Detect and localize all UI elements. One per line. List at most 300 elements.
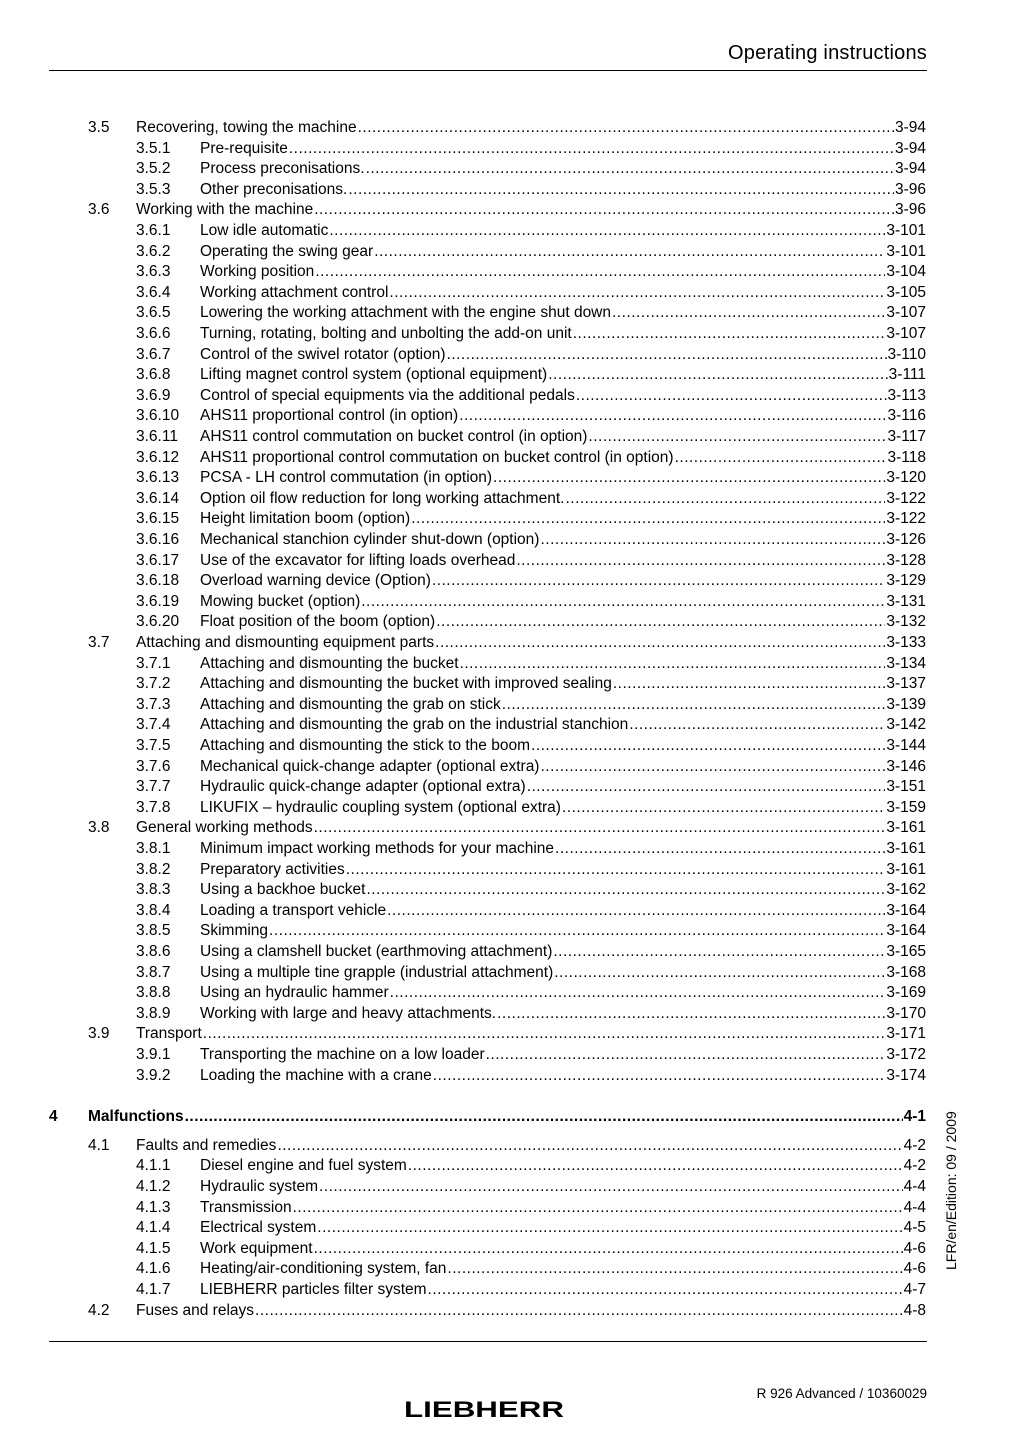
toc-entry-page: 4-7 xyxy=(903,1281,926,1298)
toc-entry[interactable] xyxy=(0,406,1024,426)
toc-dot-leader xyxy=(374,242,885,262)
toc-entry-line xyxy=(200,1177,926,1197)
toc-dot-leader xyxy=(447,345,887,365)
toc-entry-title: Mowing bucket (option) xyxy=(200,593,361,610)
toc-dot-leader xyxy=(277,1136,902,1156)
toc-entry-number: 3.6.7 xyxy=(136,346,171,363)
toc-dot-leader xyxy=(527,777,886,797)
toc-entry-title: Lowering the working attachment with the engine shut down xyxy=(200,304,611,321)
toc-entry-title: LIEBHERR particles filter system xyxy=(200,1281,427,1298)
toc-dot-leader xyxy=(629,715,885,735)
toc-entry-number: 3.9.1 xyxy=(136,1046,171,1063)
toc-entry-page: 3-134 xyxy=(886,655,926,672)
toc-entry-line xyxy=(200,695,926,715)
toc-entry-page: 3-116 xyxy=(887,407,926,424)
toc-entry-number: 4.1 xyxy=(88,1137,110,1154)
toc-entry-page: 3-172 xyxy=(886,1046,926,1063)
toc-entry-line xyxy=(136,633,926,653)
toc-entry-number: 3.8.9 xyxy=(136,1005,171,1022)
toc-dot-leader xyxy=(433,1066,886,1086)
toc-entry-title: Skimming xyxy=(200,922,269,939)
toc-entry-title: Using a multiple tine grapple (industrial attachment) xyxy=(200,964,554,981)
toc-entry[interactable] xyxy=(0,427,1024,447)
liebherr-logo xyxy=(404,1398,564,1420)
toc-dot-leader xyxy=(389,283,885,303)
toc-entry-line xyxy=(200,159,926,179)
toc-entry-line xyxy=(200,221,926,241)
toc-entry-title: Control of special equipments via the additional pedals xyxy=(200,387,575,404)
toc-entry-page: 3-162 xyxy=(886,881,926,898)
toc-entry[interactable] xyxy=(0,818,1024,838)
toc-entry-line xyxy=(136,200,926,220)
toc-entry-number: 3.6.17 xyxy=(136,552,180,569)
toc-dot-leader xyxy=(460,654,886,674)
toc-entry-number: 3.6.18 xyxy=(136,572,180,589)
toc-entry-page: 3-159 xyxy=(886,799,926,816)
toc-entry[interactable] xyxy=(0,448,1024,468)
toc-entry-number: 3.7.6 xyxy=(136,758,171,775)
toc-entry[interactable] xyxy=(0,1045,1024,1065)
toc-entry-number: 3.8.7 xyxy=(136,964,171,981)
toc-entry[interactable] xyxy=(0,1259,1024,1279)
toc-entry-page: 3-105 xyxy=(886,284,926,301)
toc-entry[interactable] xyxy=(0,1198,1024,1218)
toc-entry[interactable] xyxy=(0,1280,1024,1300)
toc-dot-leader xyxy=(562,798,885,818)
toc-dot-leader xyxy=(428,1280,903,1300)
toc-entry[interactable] xyxy=(0,1156,1024,1176)
toc-entry-title: Faults and remedies xyxy=(136,1137,277,1154)
toc-entry-page: 3-151 xyxy=(886,778,926,795)
toc-dot-leader xyxy=(185,1107,903,1127)
toc-entry[interactable] xyxy=(0,365,1024,385)
toc-entry[interactable] xyxy=(0,736,1024,756)
toc-entry-line xyxy=(200,901,926,921)
toc-entry-page: 4-5 xyxy=(903,1219,926,1236)
toc-entry-line xyxy=(200,324,926,344)
toc-dot-leader xyxy=(531,736,885,756)
toc-entry[interactable] xyxy=(0,262,1024,282)
toc-entry-title: Mechanical stanchion cylinder shut-down (option) xyxy=(200,531,540,548)
toc-entry-title: Attaching and dismounting the bucket with improved sealing xyxy=(200,675,612,692)
toc-entry-title: Attaching and dismounting the bucket xyxy=(200,655,459,672)
toc-entry-line xyxy=(200,1280,926,1300)
toc-entry-title: Float position of the boom (option) xyxy=(200,613,436,630)
toc-entry-page: 3-139 xyxy=(886,696,926,713)
toc-entry-page: 3-168 xyxy=(886,964,926,981)
toc-dot-leader xyxy=(203,1024,886,1044)
toc-entry-number: 3.6.11 xyxy=(136,428,178,445)
toc-entry-page: 3-171 xyxy=(886,1025,926,1042)
toc-entry[interactable] xyxy=(0,983,1024,1003)
toc-entry[interactable] xyxy=(0,221,1024,241)
toc-entry[interactable] xyxy=(0,551,1024,571)
toc-entry-title: Lifting magnet control system (optional equipment) xyxy=(200,366,548,383)
toc-dot-leader xyxy=(516,551,885,571)
toc-entry-page: 3-137 xyxy=(886,675,926,692)
toc-entry-line xyxy=(200,1239,926,1259)
toc-entry-page: 3-94 xyxy=(894,140,926,157)
toc-entry[interactable] xyxy=(0,963,1024,983)
toc-entry-title: Hydraulic system xyxy=(200,1178,318,1195)
toc-entry[interactable] xyxy=(0,654,1024,674)
toc-entry-line xyxy=(200,448,926,468)
toc-entry-number: 3.6.13 xyxy=(136,469,180,486)
toc-entry-number: 3.9 xyxy=(88,1025,110,1042)
toc-entry-number: 4 xyxy=(49,1108,58,1125)
toc-dot-leader xyxy=(348,180,894,200)
header-rule xyxy=(49,70,927,71)
toc-entry-title: Control of the swivel rotator (option) xyxy=(200,346,446,363)
toc-entry[interactable] xyxy=(0,571,1024,591)
toc-entry[interactable] xyxy=(0,1136,1024,1156)
toc-entry-line xyxy=(200,860,926,880)
toc-entry-page: 3-107 xyxy=(886,304,926,321)
toc-entry[interactable] xyxy=(0,1024,1024,1044)
toc-entry-number: 3.8.1 xyxy=(136,840,171,857)
toc-entry-number: 3.6.16 xyxy=(136,531,180,548)
toc-entry-page: 3-170 xyxy=(886,1005,926,1022)
toc-entry-title: Other preconisations. xyxy=(200,181,348,198)
toc-entry-title: AHS11 control commutation on bucket control (in option) xyxy=(200,428,588,445)
toc-entry[interactable] xyxy=(0,345,1024,365)
footer-rule xyxy=(49,1341,927,1342)
toc-entry[interactable] xyxy=(0,324,1024,344)
toc-entry-page: 3-122 xyxy=(886,510,926,527)
toc-entry-number: 4.1.7 xyxy=(136,1281,171,1298)
toc-entry-title: AHS11 proportional control (in option) xyxy=(200,407,459,424)
toc-entry-line xyxy=(200,612,926,632)
toc-dot-leader xyxy=(411,509,885,529)
toc-entry-title: Transport xyxy=(136,1025,202,1042)
toc-entry-number: 4.2 xyxy=(88,1302,110,1319)
toc-entry-number: 3.6.8 xyxy=(136,366,171,383)
toc-entry-title: Attaching and dismounting the stick to the boom xyxy=(200,737,531,754)
toc-dot-leader xyxy=(432,571,885,591)
toc-dot-leader xyxy=(361,592,885,612)
toc-entry-number: 3.7.5 xyxy=(136,737,171,754)
toc-entry-title: Attaching and dismounting the grab on the industrial stanchion xyxy=(200,716,629,733)
toc-entry-number: 4.1.2 xyxy=(136,1178,171,1195)
toc-entry[interactable] xyxy=(0,695,1024,715)
toc-entry-page: 3-133 xyxy=(886,634,926,651)
toc-entry-page: 4-2 xyxy=(903,1137,926,1154)
toc-entry-line xyxy=(200,571,926,591)
toc-entry[interactable] xyxy=(0,921,1024,941)
toc-entry-number: 4.1.3 xyxy=(136,1199,171,1216)
toc-entry[interactable] xyxy=(0,118,1024,138)
toc-entry-number: 3.8.6 xyxy=(136,943,171,960)
toc-dot-leader xyxy=(447,1259,902,1279)
toc-entry-number: 3.6.2 xyxy=(136,243,171,260)
toc-entry[interactable] xyxy=(0,612,1024,632)
toc-entry-page: 3-128 xyxy=(886,552,926,569)
toc-dot-leader xyxy=(497,1004,885,1024)
toc-entry-title: Mechanical quick-change adapter (optional extra) xyxy=(200,758,540,775)
toc-entry-line xyxy=(200,1004,926,1024)
toc-dot-leader xyxy=(553,942,885,962)
toc-entry-title: Using a clamshell bucket (earthmoving attachment) xyxy=(200,943,553,960)
toc-dot-leader xyxy=(436,612,885,632)
toc-entry[interactable] xyxy=(0,489,1024,509)
toc-dot-leader xyxy=(358,118,894,138)
toc-dot-leader xyxy=(612,303,885,323)
toc-entry-line xyxy=(200,303,926,323)
toc-entry[interactable] xyxy=(0,1066,1024,1086)
toc-entry-line xyxy=(136,1301,926,1321)
toc-entry-page: 3-104 xyxy=(886,263,926,280)
toc-entry-line xyxy=(200,139,926,159)
toc-entry-number: 3.7.4 xyxy=(136,716,171,733)
toc-entry-page: 3-164 xyxy=(886,902,926,919)
toc-entry-title: PCSA - LH control commutation (in option) xyxy=(200,469,493,486)
toc-dot-leader xyxy=(540,530,885,550)
toc-entry-line xyxy=(88,1107,926,1127)
toc-dot-leader xyxy=(588,427,886,447)
toc-dot-leader xyxy=(366,880,885,900)
toc-entry-page: 3-96 xyxy=(894,181,926,198)
toc-entry-line xyxy=(136,1136,926,1156)
toc-entry-number: 3.6.5 xyxy=(136,304,171,321)
toc-entry[interactable] xyxy=(0,180,1024,200)
toc-entry-line xyxy=(200,942,926,962)
toc-entry[interactable] xyxy=(0,468,1024,488)
toc-entry-page: 3-126 xyxy=(886,531,926,548)
toc-entry-title: AHS11 proportional control commutation on bucket control (in option) xyxy=(200,449,674,466)
toc-entry-line xyxy=(200,365,926,385)
toc-dot-leader xyxy=(269,921,885,941)
toc-entry-title: Working attachment control xyxy=(200,284,389,301)
toc-entry-title: Loading a transport vehicle xyxy=(200,902,387,919)
toc-dot-leader xyxy=(255,1301,903,1321)
toc-entry-page: 4-6 xyxy=(903,1260,926,1277)
toc-dot-leader xyxy=(314,1239,903,1259)
toc-entry-line xyxy=(200,406,926,426)
toc-entry[interactable] xyxy=(0,1239,1024,1259)
toc-entry-line xyxy=(136,1024,926,1044)
toc-entry[interactable] xyxy=(0,200,1024,220)
toc-dot-leader xyxy=(390,983,886,1003)
toc-entry-page: 3-129 xyxy=(886,572,926,589)
edition-side-text: LFR/en/Edition: 09 / 2009 xyxy=(943,1111,959,1270)
toc-entry-page: 3-164 xyxy=(886,922,926,939)
toc-dot-leader xyxy=(293,1198,903,1218)
toc-entry[interactable] xyxy=(0,509,1024,529)
toc-entry-title: Work equipment xyxy=(200,1240,313,1257)
toc-entry-page: 3-113 xyxy=(887,387,926,404)
toc-entry-number: 3.6.10 xyxy=(136,407,180,424)
toc-entry-page: 3-96 xyxy=(894,201,926,218)
toc-entry-line xyxy=(200,1066,926,1086)
toc-entry-title: Process preconisations. xyxy=(200,160,365,177)
toc-entry-page: 3-122 xyxy=(886,490,926,507)
toc-entry-line xyxy=(200,489,926,509)
toc-entry-number: 3.8.3 xyxy=(136,881,171,898)
toc-entry[interactable] xyxy=(0,283,1024,303)
toc-entry-title: Heating/air-conditioning system, fan xyxy=(200,1260,447,1277)
toc-entry-title: Attaching and dismounting equipment parts xyxy=(136,634,435,651)
toc-entry-number: 4.1.4 xyxy=(136,1219,171,1236)
toc-entry-line xyxy=(200,1218,926,1238)
toc-entry-page: 4-4 xyxy=(903,1199,926,1216)
toc-entry-page: 3-131 xyxy=(886,593,926,610)
toc-entry-page: 4-2 xyxy=(903,1157,926,1174)
toc-dot-leader xyxy=(329,221,885,241)
toc-dot-leader xyxy=(314,818,886,838)
toc-entry-title: LIKUFIX – hydraulic coupling system (optional extra) xyxy=(200,799,561,816)
toc-entry-line xyxy=(200,674,926,694)
toc-dot-leader xyxy=(346,860,886,880)
toc-entry-title: Using a backhoe bucket xyxy=(200,881,366,898)
toc-entry[interactable] xyxy=(0,757,1024,777)
toc-entry-page: 3-132 xyxy=(886,613,926,630)
toc-entry-line xyxy=(200,983,926,1003)
toc-dot-leader xyxy=(387,901,885,921)
toc-entry-page: 3-169 xyxy=(886,984,926,1001)
toc-entry-number: 3.6.14 xyxy=(136,490,180,507)
toc-dot-leader xyxy=(613,674,885,694)
toc-entry-page: 3-94 xyxy=(894,119,926,136)
toc-entry-line xyxy=(200,1259,926,1279)
toc-entry-line xyxy=(200,592,926,612)
toc-entry-title: Recovering, towing the machine xyxy=(136,119,357,136)
toc-entry-page: 3-161 xyxy=(886,861,926,878)
toc-dot-leader xyxy=(435,633,885,653)
toc-entry[interactable] xyxy=(0,386,1024,406)
toc-entry-title: Height limitation boom (option) xyxy=(200,510,411,527)
toc-dot-leader xyxy=(675,448,887,468)
toc-dot-leader xyxy=(315,262,885,282)
toc-entry-number: 3.9.2 xyxy=(136,1067,171,1084)
toc-entry-page: 3-110 xyxy=(887,346,926,363)
toc-entry-line xyxy=(200,1045,926,1065)
toc-entry[interactable] xyxy=(0,1301,1024,1321)
toc-entry-title: Loading the machine with a crane xyxy=(200,1067,432,1084)
toc-entry-line xyxy=(200,736,926,756)
toc-entry-line xyxy=(200,798,926,818)
toc-entry[interactable] xyxy=(0,839,1024,859)
toc-entry[interactable] xyxy=(0,1107,1024,1127)
toc-entry-number: 3.7.3 xyxy=(136,696,171,713)
toc-entry-title: Working with the machine xyxy=(136,201,314,218)
toc-dot-leader xyxy=(576,386,887,406)
toc-dot-leader xyxy=(573,324,886,344)
toc-dot-leader xyxy=(486,1045,886,1065)
toc-entry-line xyxy=(200,283,926,303)
toc-entry-line xyxy=(200,880,926,900)
toc-entry[interactable] xyxy=(0,901,1024,921)
toc-entry-page: 3-101 xyxy=(886,222,926,239)
toc-dot-leader xyxy=(408,1156,903,1176)
toc-entry[interactable] xyxy=(0,777,1024,797)
toc-entry-number: 3.7.8 xyxy=(136,799,171,816)
toc-entry-number: 3.8 xyxy=(88,819,110,836)
toc-entry[interactable] xyxy=(0,860,1024,880)
toc-entry-number: 3.6.9 xyxy=(136,387,171,404)
toc-entry-page: 4-8 xyxy=(903,1302,926,1319)
toc-entry-title: Low idle automatic xyxy=(200,222,329,239)
toc-entry-number: 3.8.8 xyxy=(136,984,171,1001)
toc-entry[interactable] xyxy=(0,715,1024,735)
toc-entry-line xyxy=(200,715,926,735)
toc-entry-number: 3.6.20 xyxy=(136,613,180,630)
toc-entry[interactable] xyxy=(0,1004,1024,1024)
toc-entry-line xyxy=(200,963,926,983)
toc-entry-line xyxy=(200,654,926,674)
toc-entry[interactable] xyxy=(0,674,1024,694)
toc-dot-leader xyxy=(289,139,894,159)
toc-dot-leader xyxy=(319,1177,903,1197)
toc-entry[interactable] xyxy=(0,1218,1024,1238)
toc-entry-page: 4-6 xyxy=(903,1240,926,1257)
toc-entry-number: 3.6.3 xyxy=(136,263,171,280)
toc-entry-page: 3-117 xyxy=(887,428,926,445)
toc-entry-title: Hydraulic quick-change adapter (optional extra) xyxy=(200,778,526,795)
toc-entry-title: Using an hydraulic hammer xyxy=(200,984,389,1001)
toc-entry-line xyxy=(200,386,926,406)
toc-dot-leader xyxy=(493,468,885,488)
toc-entry[interactable] xyxy=(0,592,1024,612)
toc-entry-line xyxy=(136,118,926,138)
toc-entry-number: 3.6.4 xyxy=(136,284,171,301)
toc-entry[interactable] xyxy=(0,159,1024,179)
toc-entry-number: 3.7.7 xyxy=(136,778,171,795)
toc-dot-leader xyxy=(459,406,886,426)
toc-entry[interactable] xyxy=(0,798,1024,818)
toc-entry[interactable] xyxy=(0,530,1024,550)
toc-entry-number: 3.6.15 xyxy=(136,510,180,527)
toc-entry[interactable] xyxy=(0,139,1024,159)
toc-entry-line xyxy=(200,262,926,282)
toc-entry-number: 3.6.6 xyxy=(136,325,171,342)
toc-entry-title: Overload warning device (Option) xyxy=(200,572,431,589)
toc-entry-line xyxy=(200,777,926,797)
toc-entry-number: 3.7.1 xyxy=(136,655,171,672)
toc-entry[interactable] xyxy=(0,633,1024,653)
toc-entry-title: Working with large and heavy attachments. xyxy=(200,1005,497,1022)
toc-entry-title: Diesel engine and fuel system xyxy=(200,1157,407,1174)
toc-entry-title: Minimum impact working methods for your machine xyxy=(200,840,555,857)
toc-entry[interactable] xyxy=(0,242,1024,262)
toc-entry-line xyxy=(200,427,926,447)
toc-entry-line xyxy=(200,242,926,262)
toc-entry-page: 3-161 xyxy=(886,819,926,836)
toc-entry-page: 3-120 xyxy=(886,469,926,486)
toc-entry-number: 3.8.5 xyxy=(136,922,171,939)
toc-dot-leader xyxy=(366,159,894,179)
toc-entry[interactable] xyxy=(0,880,1024,900)
toc-entry-line xyxy=(200,530,926,550)
toc-entry-title: Preparatory activities xyxy=(200,861,345,878)
toc-entry-title: Option oil flow reduction for long working attachment. xyxy=(200,490,565,507)
toc-entry-title: General working methods xyxy=(136,819,313,836)
toc-entry-line xyxy=(200,468,926,488)
toc-entry-number: 4.1.6 xyxy=(136,1260,171,1277)
toc-entry-page: 3-146 xyxy=(886,758,926,775)
toc-entry-title: Transmission xyxy=(200,1199,292,1216)
toc-entry-page: 4-4 xyxy=(903,1178,926,1195)
toc-entry-line xyxy=(200,509,926,529)
page-header-title: Operating instructions xyxy=(728,42,927,64)
toc-entry-number: 3.8.4 xyxy=(136,902,171,919)
toc-dot-leader xyxy=(317,1218,902,1238)
toc-entry[interactable] xyxy=(0,942,1024,962)
toc-dot-leader xyxy=(314,200,894,220)
toc-entry-title: Use of the excavator for lifting loads overhead xyxy=(200,552,516,569)
toc-entry[interactable] xyxy=(0,303,1024,323)
toc-entry[interactable] xyxy=(0,1177,1024,1197)
toc-entry-title: Turning, rotating, bolting and unbolting the add-on unit xyxy=(200,325,572,342)
